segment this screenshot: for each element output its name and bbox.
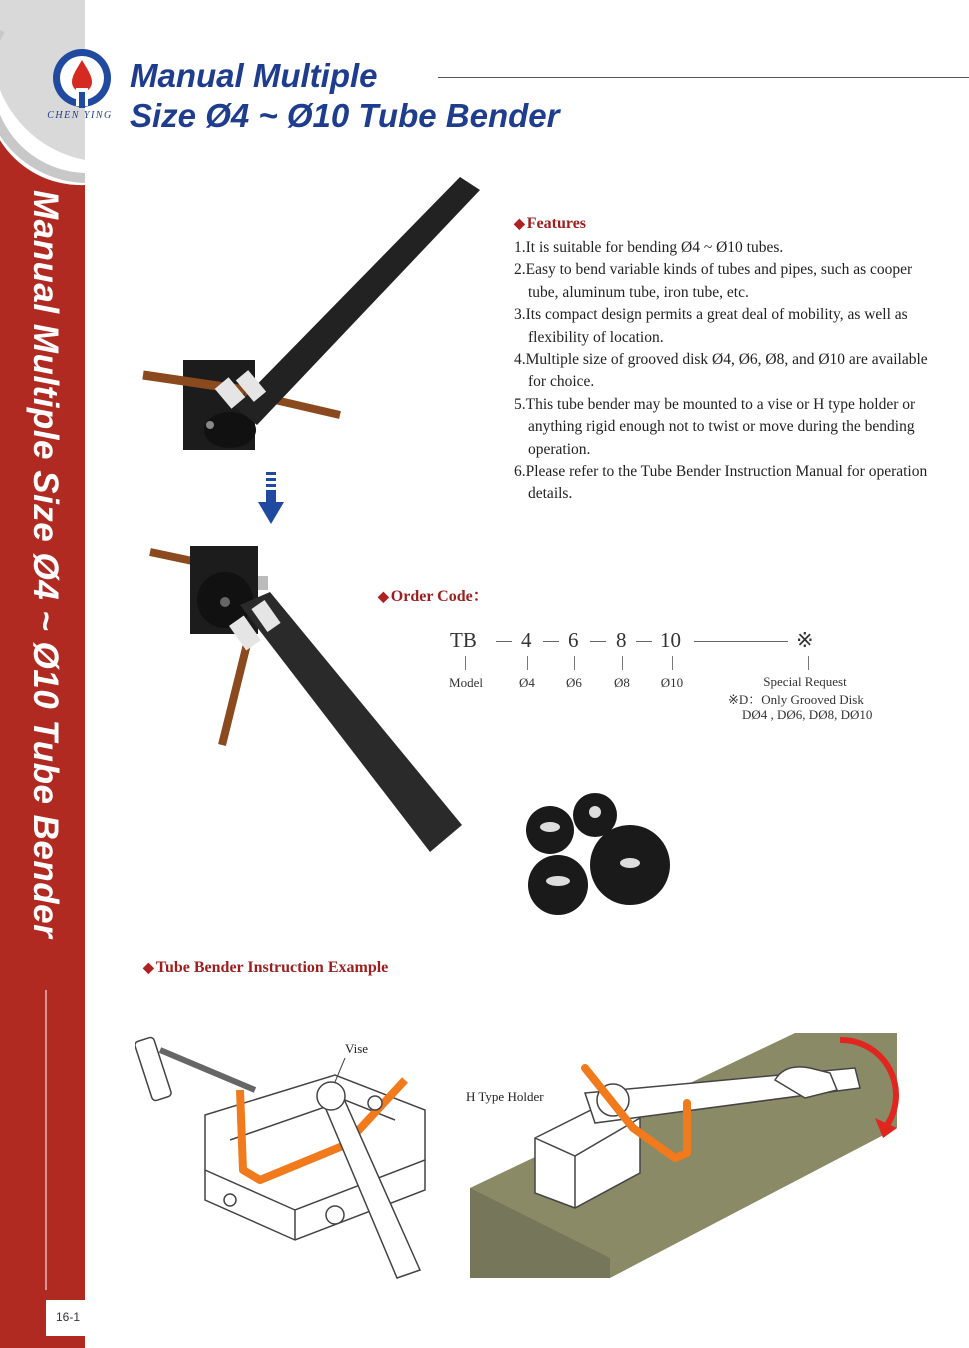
code-model: TB xyxy=(450,628,477,652)
code-10: 10 xyxy=(660,628,681,652)
code-dash xyxy=(636,641,652,642)
code-dash-long xyxy=(694,641,788,642)
code-tick xyxy=(808,656,809,670)
page-title xyxy=(130,56,559,136)
label-d4: Ø4 xyxy=(519,675,535,690)
code-tick xyxy=(527,656,528,670)
order-code-heading xyxy=(378,583,489,606)
code-8: 8 xyxy=(616,628,627,652)
label-d8: Ø8 xyxy=(614,675,630,690)
label-special-request: Special Request xyxy=(763,674,847,689)
feature-item: 2.Easy to bend variable kinds of tubes and pipes, such as cooper tube, aluminum tube, iron tube, etc. xyxy=(514,261,913,301)
code-tick xyxy=(622,656,623,670)
logo-text: CHEN YING xyxy=(47,110,113,121)
note-disk-sizes: DØ4 , DØ6, DØ8, DØ10 xyxy=(742,707,873,722)
side-vertical-title: Manual Multiple Size Ø4 ~ Ø10 Tube Bender xyxy=(26,190,65,939)
diamond-bullet-icon: ◆ xyxy=(378,590,389,605)
code-tick xyxy=(574,656,575,670)
header-rule xyxy=(438,77,969,78)
code-dash xyxy=(590,641,606,642)
arrow-down-icon xyxy=(256,470,286,526)
order-code-heading-text: Order Code： xyxy=(390,588,489,605)
vise-illustration xyxy=(135,1020,465,1285)
label-model: Model xyxy=(449,675,483,690)
grooved-disks-photo xyxy=(520,785,680,920)
page-title-line2: Size Ø4 ~ Ø10 Tube Bender xyxy=(130,97,560,134)
features-list xyxy=(514,237,934,506)
chen-ying-logo-icon xyxy=(50,46,114,110)
features-heading xyxy=(514,215,934,233)
page-number: 16-1 xyxy=(56,1310,81,1324)
feature-item: 1.It is suitable for bending Ø4 ~ Ø10 tubes. xyxy=(514,239,784,256)
tube-bender-photo-top xyxy=(135,175,495,475)
feature-item: 4.Multiple size of grooved disk Ø4, Ø6, Ø8, and Ø10 are available for choice. xyxy=(514,351,928,391)
features-section xyxy=(514,215,934,506)
code-dash xyxy=(543,641,559,642)
code-4: 4 xyxy=(521,628,532,652)
diamond-bullet-icon: ◆ xyxy=(143,961,154,976)
h-type-holder-label: H Type Holder xyxy=(466,1089,544,1104)
h-type-holder-illustration xyxy=(465,1028,940,1283)
features-heading-text: Features xyxy=(526,215,587,232)
code-special: ※ xyxy=(796,628,814,652)
feature-item: 5.This tube bender may be mounted to a vise or H type holder or anything rigid enough not to twist or move during the bending operation. xyxy=(514,395,916,458)
label-d6: Ø6 xyxy=(566,675,582,690)
instruction-heading-text: Tube Bender Instruction Example xyxy=(155,959,389,976)
vise-label: Vise xyxy=(345,1041,369,1056)
instruction-heading xyxy=(143,959,388,977)
code-dash xyxy=(496,641,512,642)
feature-item: 3.Its compact design permits a great deal of mobility, as well as flexibility of location. xyxy=(514,306,908,346)
label-d10: Ø10 xyxy=(660,675,684,690)
code-tick xyxy=(465,656,466,670)
note-grooved-disk: ※D：Only Grooved Disk xyxy=(728,692,864,707)
code-6: 6 xyxy=(568,628,579,652)
code-tick xyxy=(672,656,673,670)
feature-item: 6.Please refer to the Tube Bender Instruction Manual for operation details. xyxy=(514,463,928,503)
page-title-line1: Manual Multiple xyxy=(130,57,378,94)
diamond-bullet-icon: ◆ xyxy=(514,217,525,232)
